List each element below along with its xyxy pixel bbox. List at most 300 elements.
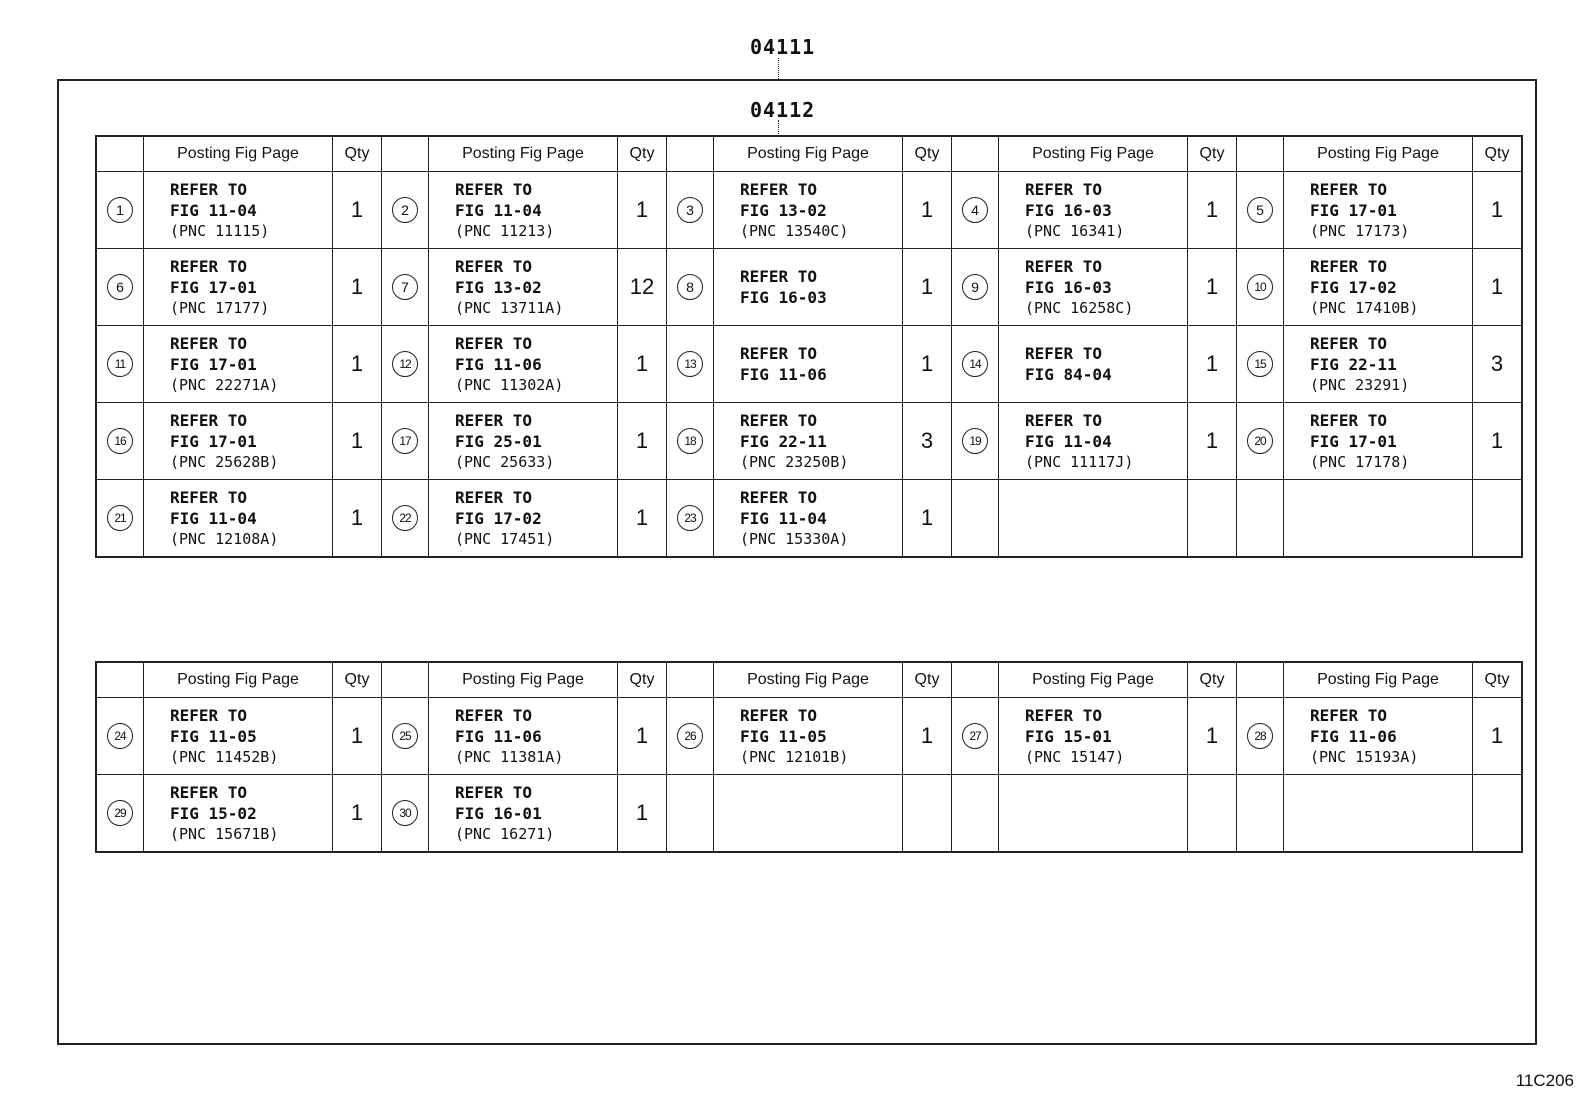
refer-to-line: REFER TO (455, 179, 533, 199)
reference-text (714, 410, 902, 473)
qty-value: 1 (350, 800, 364, 825)
reference-cell (714, 698, 903, 775)
part-number-circle: 21 (107, 505, 133, 531)
part-number-circle: 13 (677, 351, 703, 377)
qty-value: 1 (350, 351, 364, 376)
header-posting-fig-page: Posting Fig Page (144, 136, 333, 172)
qty-value: 1 (1205, 197, 1219, 222)
qty-cell (903, 249, 952, 326)
pnc-line: (PNC 15330A) (740, 529, 849, 548)
header-qty: Qty (903, 662, 952, 698)
refer-to-line: REFER TO (455, 782, 533, 802)
header-qty: Qty (618, 662, 667, 698)
part-number-cell (667, 480, 714, 558)
pnc-line: (PNC 16258C) (1025, 298, 1134, 317)
header-posting-fig-page: Posting Fig Page (429, 136, 618, 172)
reference-text (999, 705, 1187, 768)
table-row (96, 403, 1522, 480)
part-number-cell (667, 326, 714, 403)
reference-text (429, 782, 617, 845)
reference-cell (714, 775, 903, 853)
qty-value: 1 (350, 274, 364, 299)
reference-text (429, 179, 617, 242)
qty-value: 1 (920, 505, 934, 530)
header-posting-fig-page: Posting Fig Page (144, 662, 333, 698)
qty-cell (903, 698, 952, 775)
refer-to-line: REFER TO (455, 256, 533, 276)
fig-line: FIG 16-03 (1025, 277, 1112, 297)
parts-table-2 (95, 661, 1523, 853)
qty-cell (1188, 698, 1237, 775)
header-qty: Qty (1188, 136, 1237, 172)
header-number (667, 662, 714, 698)
reference-cell (1284, 326, 1473, 403)
qty-cell (1473, 480, 1523, 558)
fig-line: FIG 84-04 (1025, 365, 1112, 384)
reference-text (1284, 705, 1472, 768)
part-number-circle: 22 (392, 505, 418, 531)
reference-text (714, 343, 902, 385)
table-row (96, 326, 1522, 403)
part-number-circle: 24 (107, 723, 133, 749)
refer-to-line: REFER TO (170, 705, 248, 725)
qty-cell (1188, 480, 1237, 558)
part-number-cell (952, 775, 999, 853)
qty-cell (1188, 172, 1237, 249)
header-qty: Qty (1473, 136, 1523, 172)
pnc-line: (PNC 13711A) (455, 298, 564, 317)
qty-value: 1 (1490, 197, 1504, 222)
reference-text (429, 410, 617, 473)
reference-text (144, 333, 332, 396)
pnc-line: (PNC 22271A) (170, 375, 279, 394)
header-row (96, 136, 1522, 172)
reference-cell (999, 480, 1188, 558)
header-posting-fig-page: Posting Fig Page (714, 662, 903, 698)
qty-cell (903, 480, 952, 558)
figure-code: 11C206 (1515, 1071, 1574, 1090)
part-number-cell (952, 249, 999, 326)
fig-line: FIG 11-06 (455, 354, 542, 374)
refer-to-line: REFER TO (1025, 705, 1103, 725)
qty-value: 1 (635, 800, 649, 825)
reference-cell (999, 326, 1188, 403)
header-number (1237, 136, 1284, 172)
refer-to-line: REFER TO (170, 256, 248, 276)
reference-text (144, 256, 332, 319)
refer-to-line: REFER TO (740, 267, 818, 286)
header-posting-fig-page: Posting Fig Page (1284, 136, 1473, 172)
reference-text (1284, 179, 1472, 242)
qty-cell (618, 480, 667, 558)
part-number-cell (667, 249, 714, 326)
qty-cell (1473, 403, 1523, 480)
part-number-circle: 12 (392, 351, 418, 377)
part-number-cell (1237, 403, 1284, 480)
reference-cell (144, 775, 333, 853)
reference-text (429, 487, 617, 550)
fig-line: FIG 11-06 (1310, 726, 1397, 746)
refer-to-line: REFER TO (170, 782, 248, 802)
qty-value: 1 (350, 428, 364, 453)
qty-cell (1473, 698, 1523, 775)
pnc-line: (PNC 11213) (455, 221, 555, 240)
reference-cell (1284, 172, 1473, 249)
refer-to-line: REFER TO (455, 410, 533, 430)
qty-cell (618, 403, 667, 480)
reference-cell (429, 480, 618, 558)
refer-to-line: REFER TO (740, 487, 818, 507)
part-number-cell (382, 172, 429, 249)
reference-cell (144, 698, 333, 775)
header-posting-fig-page: Posting Fig Page (714, 136, 903, 172)
reference-cell (1284, 249, 1473, 326)
reference-text (144, 782, 332, 845)
reference-text (144, 705, 332, 768)
part-number-cell (1237, 698, 1284, 775)
pnc-line: (PNC 16271) (455, 824, 555, 843)
qty-value: 1 (920, 723, 934, 748)
outer-assembly-label: 04111 (750, 35, 816, 59)
refer-to-line: REFER TO (1310, 410, 1388, 430)
header-qty: Qty (1473, 662, 1523, 698)
reference-text (714, 705, 902, 768)
refer-to-line: REFER TO (740, 410, 818, 430)
reference-cell (1284, 403, 1473, 480)
part-number-cell (952, 326, 999, 403)
reference-text (999, 343, 1187, 385)
refer-to-line: REFER TO (455, 705, 533, 725)
qty-cell (1188, 249, 1237, 326)
qty-value: 1 (1205, 723, 1219, 748)
reference-text (714, 266, 902, 308)
fig-line: FIG 17-01 (170, 277, 257, 297)
part-number-cell (96, 698, 144, 775)
part-number-cell (1237, 249, 1284, 326)
part-number-circle: 2 (392, 197, 418, 223)
refer-to-line: REFER TO (740, 705, 818, 725)
reference-cell (144, 172, 333, 249)
part-number-cell (382, 249, 429, 326)
table-row (96, 480, 1522, 558)
fig-line: FIG 13-02 (740, 200, 827, 220)
part-number-circle: 26 (677, 723, 703, 749)
qty-value: 1 (920, 351, 934, 376)
pnc-line: (PNC 23250B) (740, 452, 849, 471)
fig-line: FIG 11-04 (170, 508, 257, 528)
part-number-circle: 1 (107, 197, 133, 223)
part-number-cell (96, 775, 144, 853)
refer-to-line: REFER TO (1025, 344, 1103, 363)
qty-cell (333, 480, 382, 558)
part-number-cell (952, 480, 999, 558)
reference-cell (429, 249, 618, 326)
reference-text (714, 487, 902, 550)
pnc-line: (PNC 15671B) (170, 824, 279, 843)
refer-to-line: REFER TO (455, 487, 533, 507)
part-number-circle: 15 (1247, 351, 1273, 377)
qty-cell (618, 775, 667, 853)
qty-cell (1188, 775, 1237, 853)
reference-cell (429, 698, 618, 775)
reference-cell (144, 326, 333, 403)
part-number-circle: 9 (962, 274, 988, 300)
part-number-cell (96, 480, 144, 558)
fig-line: FIG 11-06 (455, 726, 542, 746)
part-number-circle: 27 (962, 723, 988, 749)
qty-value: 1 (635, 428, 649, 453)
reference-cell (714, 249, 903, 326)
part-number-cell (382, 698, 429, 775)
part-number-cell (96, 326, 144, 403)
qty-cell (618, 698, 667, 775)
refer-to-line: REFER TO (455, 333, 533, 353)
fig-line: FIG 13-02 (455, 277, 542, 297)
pnc-line: (PNC 16341) (1025, 221, 1125, 240)
table-row (96, 172, 1522, 249)
inner-assembly-label: 04112 (750, 98, 816, 122)
header-number (382, 662, 429, 698)
qty-cell (1473, 172, 1523, 249)
qty-cell (1473, 775, 1523, 853)
part-number-circle: 30 (392, 800, 418, 826)
qty-cell (333, 172, 382, 249)
part-number-circle: 17 (392, 428, 418, 454)
part-number-circle: 4 (962, 197, 988, 223)
part-number-circle: 5 (1247, 197, 1273, 223)
refer-to-line: REFER TO (170, 487, 248, 507)
fig-line: FIG 11-04 (455, 200, 542, 220)
part-number-cell (952, 172, 999, 249)
qty-cell (333, 326, 382, 403)
fig-line: FIG 17-01 (1310, 431, 1397, 451)
pnc-line: (PNC 25628B) (170, 452, 279, 471)
table-row (96, 698, 1522, 775)
reference-cell (714, 172, 903, 249)
pnc-line: (PNC 17178) (1310, 452, 1410, 471)
refer-to-line: REFER TO (1310, 179, 1388, 199)
qty-value: 1 (1205, 274, 1219, 299)
reference-cell (999, 698, 1188, 775)
qty-value: 1 (635, 197, 649, 222)
pnc-line: (PNC 17451) (455, 529, 555, 548)
qty-cell (903, 326, 952, 403)
refer-to-line: REFER TO (1025, 179, 1103, 199)
refer-to-line: REFER TO (1310, 256, 1388, 276)
reference-text (144, 487, 332, 550)
part-number-circle: 20 (1247, 428, 1273, 454)
part-number-circle: 16 (107, 428, 133, 454)
pnc-line: (PNC 15193A) (1310, 747, 1419, 766)
part-number-circle: 29 (107, 800, 133, 826)
qty-cell (618, 172, 667, 249)
part-number-circle: 3 (677, 197, 703, 223)
part-number-circle: 19 (962, 428, 988, 454)
header-qty: Qty (903, 136, 952, 172)
part-number-circle: 25 (392, 723, 418, 749)
header-posting-fig-page: Posting Fig Page (999, 136, 1188, 172)
outer-leader-line (778, 58, 779, 79)
qty-value: 1 (635, 723, 649, 748)
reference-cell (999, 775, 1188, 853)
part-number-circle: 28 (1247, 723, 1273, 749)
fig-line: FIG 17-01 (170, 431, 257, 451)
reference-cell (429, 775, 618, 853)
part-number-circle: 23 (677, 505, 703, 531)
qty-value: 1 (1205, 428, 1219, 453)
qty-cell (1473, 326, 1523, 403)
header-posting-fig-page: Posting Fig Page (999, 662, 1188, 698)
part-number-circle: 6 (107, 274, 133, 300)
part-number-cell (667, 172, 714, 249)
reference-text (144, 410, 332, 473)
fig-line: FIG 15-01 (1025, 726, 1112, 746)
reference-cell (1284, 775, 1473, 853)
qty-cell (333, 249, 382, 326)
part-number-cell (1237, 480, 1284, 558)
reference-cell (429, 326, 618, 403)
refer-to-line: REFER TO (1310, 705, 1388, 725)
fig-line: FIG 11-04 (740, 508, 827, 528)
qty-value: 1 (920, 274, 934, 299)
part-number-cell (1237, 775, 1284, 853)
qty-cell (333, 698, 382, 775)
qty-value: 12 (629, 274, 655, 299)
qty-cell (903, 775, 952, 853)
pnc-line: (PNC 17410B) (1310, 298, 1419, 317)
header-number (96, 136, 144, 172)
pnc-line: (PNC 11115) (170, 221, 270, 240)
qty-cell (903, 403, 952, 480)
fig-line: FIG 11-05 (170, 726, 257, 746)
header-number (382, 136, 429, 172)
fig-line: FIG 11-04 (1025, 431, 1112, 451)
reference-cell (999, 249, 1188, 326)
qty-cell (333, 775, 382, 853)
part-number-circle: 10 (1247, 274, 1273, 300)
fig-line: FIG 17-02 (455, 508, 542, 528)
qty-value: 1 (350, 197, 364, 222)
reference-text (999, 410, 1187, 473)
header-number (1237, 662, 1284, 698)
reference-cell (429, 403, 618, 480)
header-number (667, 136, 714, 172)
part-number-cell (1237, 172, 1284, 249)
reference-cell (714, 480, 903, 558)
reference-cell (714, 403, 903, 480)
part-number-cell (96, 172, 144, 249)
reference-text (1284, 256, 1472, 319)
refer-to-line: REFER TO (1025, 410, 1103, 430)
reference-cell (1284, 698, 1473, 775)
qty-value: 3 (1490, 351, 1504, 376)
pnc-line: (PNC 17177) (170, 298, 270, 317)
table-row (96, 249, 1522, 326)
fig-line: FIG 22-11 (740, 431, 827, 451)
fig-line: FIG 11-06 (740, 365, 827, 384)
part-number-circle: 7 (392, 274, 418, 300)
qty-value: 1 (635, 351, 649, 376)
reference-cell (144, 480, 333, 558)
reference-text (999, 179, 1187, 242)
reference-text (999, 256, 1187, 319)
pnc-line: (PNC 11452B) (170, 747, 279, 766)
header-qty: Qty (333, 662, 382, 698)
reference-cell (999, 172, 1188, 249)
part-number-circle: 18 (677, 428, 703, 454)
header-posting-fig-page: Posting Fig Page (1284, 662, 1473, 698)
inner-leader-line (778, 120, 779, 136)
part-number-cell (667, 403, 714, 480)
header-number (96, 662, 144, 698)
reference-cell (999, 403, 1188, 480)
pnc-line: (PNC 17173) (1310, 221, 1410, 240)
part-number-cell (382, 326, 429, 403)
refer-to-line: REFER TO (170, 179, 248, 199)
fig-line: FIG 16-01 (455, 803, 542, 823)
refer-to-line: REFER TO (740, 179, 818, 199)
qty-cell (1473, 249, 1523, 326)
fig-line: FIG 17-01 (170, 354, 257, 374)
qty-value: 1 (1490, 274, 1504, 299)
part-number-cell (952, 403, 999, 480)
header-number (952, 662, 999, 698)
reference-text (429, 705, 617, 768)
qty-cell (1188, 403, 1237, 480)
reference-text (144, 179, 332, 242)
pnc-line: (PNC 11302A) (455, 375, 564, 394)
part-number-circle: 11 (107, 351, 133, 377)
fig-line: FIG 11-05 (740, 726, 827, 746)
qty-value: 1 (1490, 428, 1504, 453)
fig-line: FIG 25-01 (455, 431, 542, 451)
qty-value: 1 (1490, 723, 1504, 748)
part-number-cell (96, 249, 144, 326)
reference-cell (144, 249, 333, 326)
qty-value: 1 (1205, 351, 1219, 376)
part-number-cell (382, 775, 429, 853)
part-number-cell (96, 403, 144, 480)
pnc-line: (PNC 23291) (1310, 375, 1410, 394)
pnc-line: (PNC 12108A) (170, 529, 279, 548)
reference-text (429, 333, 617, 396)
fig-line: FIG 11-04 (170, 200, 257, 220)
header-qty: Qty (618, 136, 667, 172)
fig-line: FIG 16-03 (740, 288, 827, 307)
header-row (96, 662, 1522, 698)
table-row (96, 775, 1522, 853)
pnc-line: (PNC 25633) (455, 452, 555, 471)
reference-cell (144, 403, 333, 480)
pnc-line: (PNC 11117J) (1025, 452, 1134, 471)
pnc-line: (PNC 13540C) (740, 221, 849, 240)
header-posting-fig-page: Posting Fig Page (429, 662, 618, 698)
part-number-cell (382, 480, 429, 558)
reference-text (429, 256, 617, 319)
reference-cell (714, 326, 903, 403)
reference-text (1284, 333, 1472, 396)
qty-cell (333, 403, 382, 480)
qty-cell (1188, 326, 1237, 403)
fig-line: FIG 16-03 (1025, 200, 1112, 220)
refer-to-line: REFER TO (1025, 256, 1103, 276)
reference-cell (429, 172, 618, 249)
refer-to-line: REFER TO (740, 344, 818, 363)
qty-value: 1 (350, 505, 364, 530)
qty-cell (618, 326, 667, 403)
part-number-cell (667, 775, 714, 853)
qty-value: 1 (350, 723, 364, 748)
